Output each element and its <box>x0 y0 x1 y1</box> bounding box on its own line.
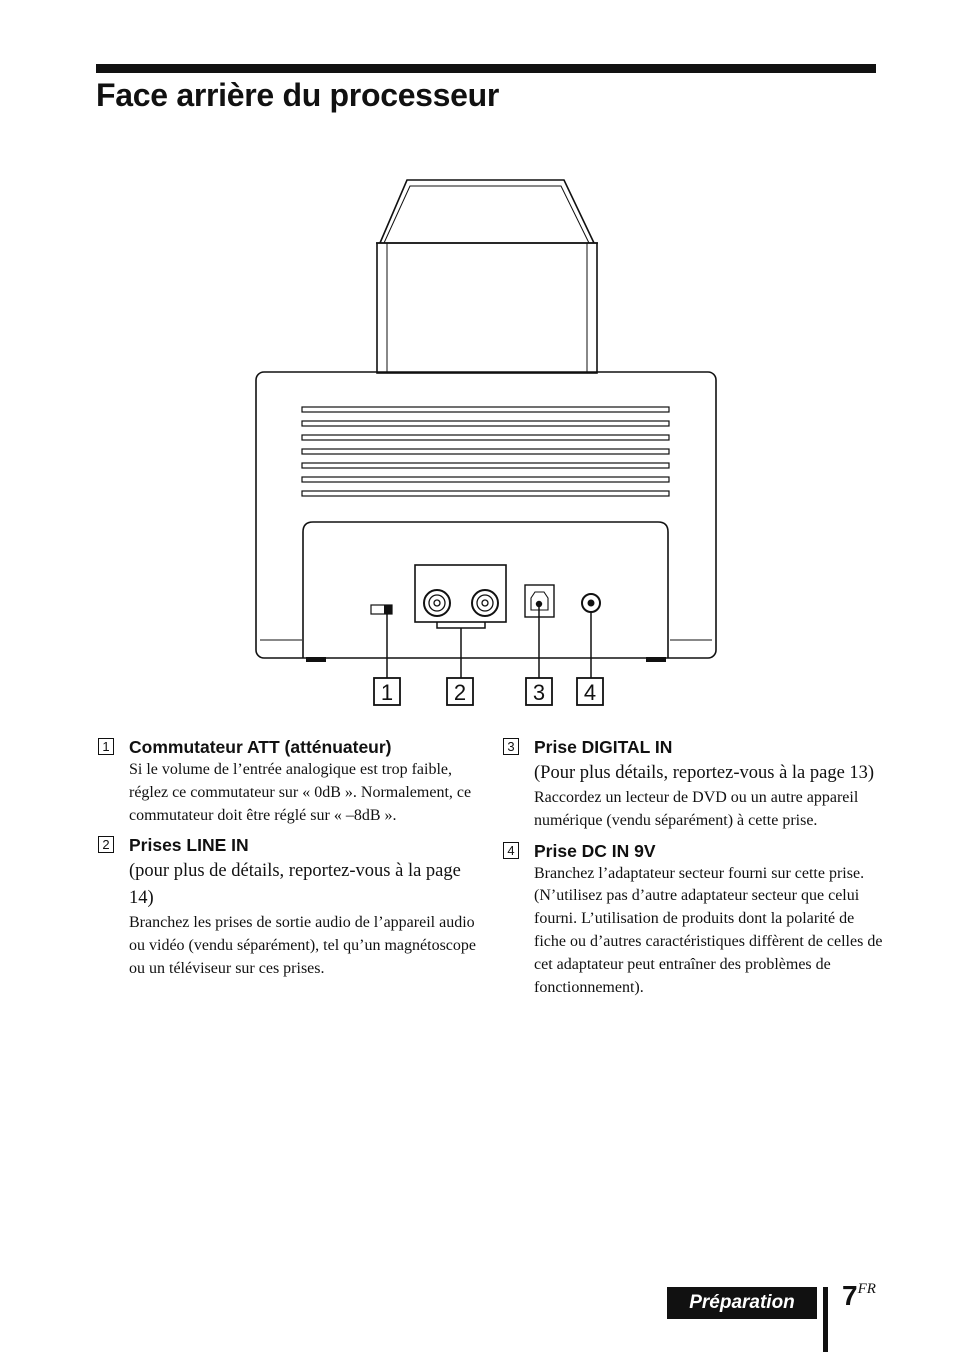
page-number-suffix: FR <box>857 1281 876 1297</box>
item-line-in <box>98 833 478 980</box>
item-dc-in <box>503 839 883 1000</box>
item-number: 4 <box>503 842 519 859</box>
item-reference: (pour plus de détails, reportez-vous à la page 14) <box>129 861 461 909</box>
page-title: Face arrière du processeur <box>96 77 500 113</box>
stand-top <box>380 180 594 243</box>
item-heading: Commutateur ATT (atténuateur) <box>129 737 392 757</box>
page-number <box>842 1280 876 1312</box>
item-heading: Prise DIGITAL IN <box>534 737 673 757</box>
foot-right <box>646 657 666 662</box>
stand-top-inner <box>384 186 589 243</box>
item-att-switch <box>98 735 478 827</box>
section-label: Préparation <box>667 1287 817 1319</box>
item-description: Si le volume de l’entrée analogique est trop faible, réglez ce commutateur sur « 0dB ». Normalement, ce commutateur doit être réglé sur « –8dB ». <box>129 761 472 824</box>
page-number-value: 7 <box>842 1280 858 1311</box>
item-number: 2 <box>98 836 114 853</box>
line-in-jacks <box>415 565 506 622</box>
stand-neck <box>377 243 597 373</box>
vent-slots <box>302 407 669 496</box>
foot-left <box>306 657 326 662</box>
footer-rule <box>823 1287 828 1352</box>
item-description: Branchez l’adaptateur secteur fourni sur cette prise. (N’utilisez pas d’autre adaptateur secteur que celui fourni. L’utilisation de produits dont la polarité de fiche ou d’autres caractéristiques diffèrent de celles de cet adaptateur peut entraîner des problèmes de fonctionnement). <box>534 864 883 996</box>
callout-label-3: 3 <box>532 680 546 705</box>
item-heading: Prise DC IN 9V <box>534 840 656 861</box>
description-column-left <box>98 735 478 987</box>
item-heading: Prises LINE IN <box>129 835 249 856</box>
callout-label-2: 2 <box>453 680 467 705</box>
item-number: 1 <box>98 738 114 755</box>
item-digital-in <box>503 735 883 833</box>
callout-label-1: 1 <box>380 680 394 705</box>
dc-in-jack <box>582 594 600 612</box>
callout-label-4: 4 <box>583 680 597 705</box>
description-column-right <box>503 735 883 1005</box>
item-reference: (Pour plus détails, reportez-vous à la page 13) <box>534 763 875 783</box>
item-number: 3 <box>503 738 519 755</box>
item-description: Branchez les prises de sortie audio de l’appareil audio ou vidéo (vendu séparément), tel qu’un magnétoscope ou un téléviseur sur ces prises. <box>129 914 476 977</box>
item-description: Raccordez un lecteur de DVD ou un autre appareil numérique (vendu séparément) à cette prise. <box>534 789 859 829</box>
att-switch <box>371 605 392 614</box>
